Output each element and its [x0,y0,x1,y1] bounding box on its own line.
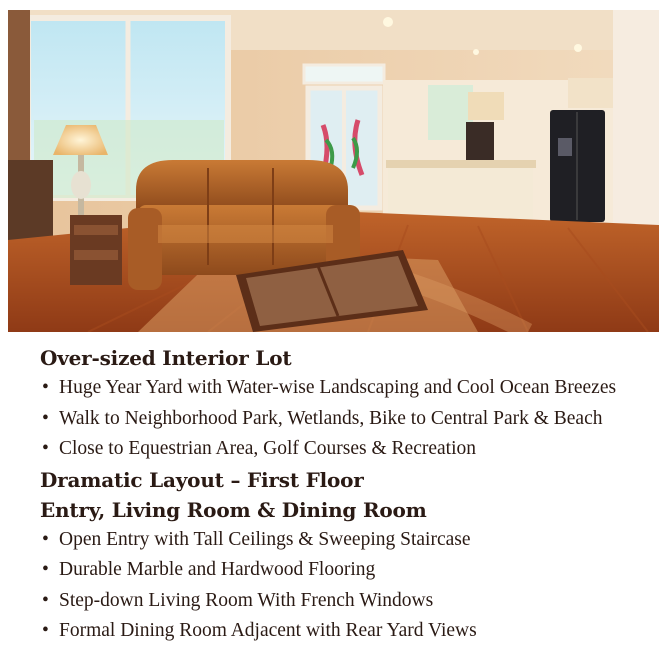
bullet-icon: • [42,528,49,550]
bullet-icon: • [42,559,49,580]
list-item [40,555,665,586]
list-item [40,404,665,435]
interior-lot-list [40,373,665,465]
section-heading-dramatic-layout: Dramatic Layout – First Floor [40,467,364,492]
bullet-icon: • [42,620,49,641]
list-item [40,525,665,556]
bullet-icon: • [42,407,49,429]
bullet-icon: • [42,377,49,398]
living-room-photo [8,10,659,332]
list-item-text: Walk to Neighborhood Park, Wetlands, Bike to Central Park & Beach [59,407,603,429]
section-heading-entry-living-dining: Entry, Living Room & Dining Room [40,497,427,522]
list-item [40,373,665,404]
list-item [40,434,665,465]
list-item-text: Formal Dining Room Adjacent with Rear Yard Views [59,620,477,641]
list-item [40,586,665,617]
list-item-text: Durable Marble and Hardwood Flooring [59,559,376,580]
list-item-text: Step-down Living Room With French Windows [59,589,434,611]
list-item-text: Close to Equestrian Area, Golf Courses & Recreation [59,438,476,459]
list-item-text: Open Entry with Tall Ceilings & Sweeping Staircase [59,528,471,550]
listing-features [40,343,665,647]
section-heading-interior-lot: Over-sized Interior Lot [40,346,292,370]
list-item [40,616,665,647]
bullet-icon: • [42,589,49,611]
bullet-icon: • [42,438,49,459]
entry-living-dining-list [40,525,665,647]
list-item-text: Huge Year Yard with Water-wise Landscaping and Cool Ocean Breezes [59,377,617,398]
